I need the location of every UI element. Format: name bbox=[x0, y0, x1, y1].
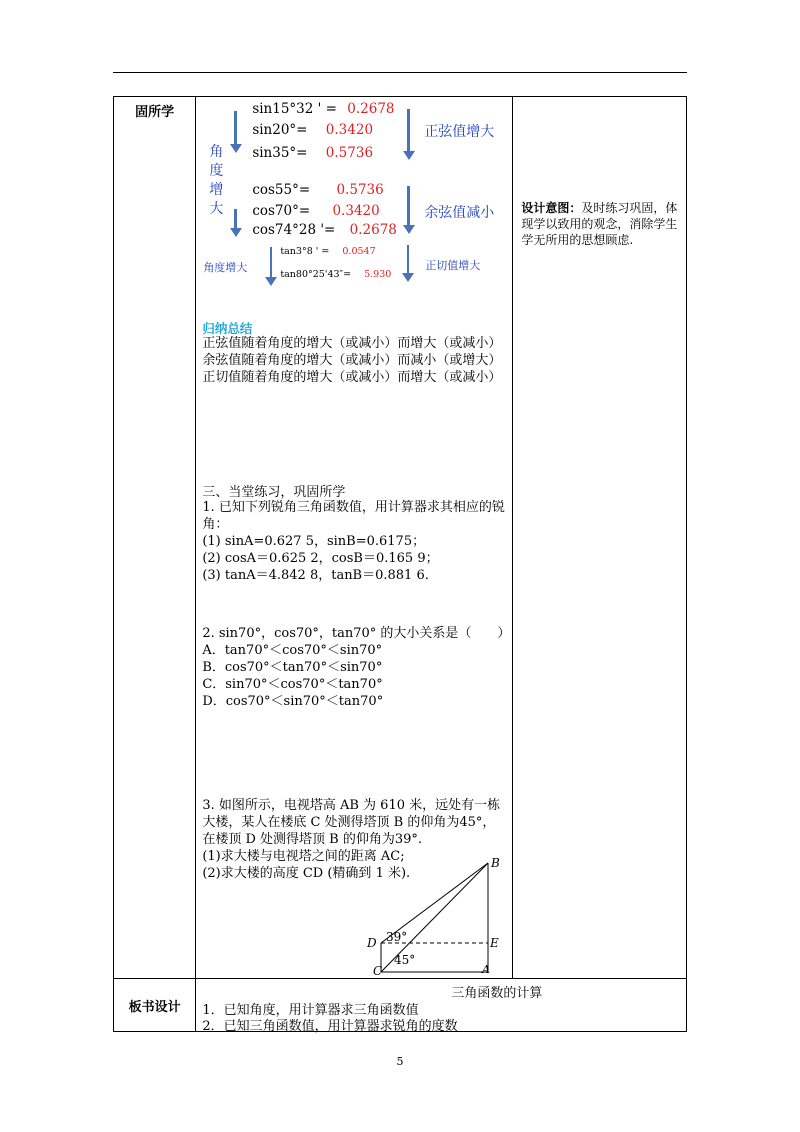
summary-line: 余弦值随着角度的增大（或减小）而减小（或增大） bbox=[202, 353, 502, 368]
design-intent-title: 设计意图： bbox=[521, 201, 582, 215]
summary-line: 正弦值随着角度的增大（或减小）而增大（或减小） bbox=[202, 336, 502, 351]
summary-block bbox=[202, 335, 508, 386]
down-arrow-icon bbox=[265, 277, 277, 286]
arrow-shaft bbox=[234, 111, 237, 145]
design-intent-cell bbox=[513, 97, 687, 979]
tower-figure bbox=[361, 855, 511, 975]
table-row bbox=[114, 97, 687, 979]
board-design-cell bbox=[196, 979, 687, 1032]
design-intent-text: 及时练习巩固，体现学以致用的观念，消除学生学无所用的思想顾虑. bbox=[521, 201, 678, 247]
tan-row: tan3°8 ' = 0.0547 bbox=[280, 246, 376, 257]
angle-label: 39° bbox=[386, 930, 408, 944]
cos-trend-label: 余弦值减小 bbox=[424, 205, 495, 221]
row-label: 板书设计 bbox=[128, 999, 181, 1015]
row-label-cell bbox=[114, 97, 196, 979]
cos-row: cos70°= 0.3420 bbox=[252, 203, 380, 219]
summary-line: 正切值随着角度的增大（或减小）而增大（或减小） bbox=[202, 370, 502, 385]
angle-increase-label: 角度增大 bbox=[203, 261, 248, 274]
header-rule bbox=[113, 72, 687, 73]
summary-title: 归纳总结 bbox=[202, 321, 253, 336]
point-label: D bbox=[367, 936, 377, 950]
cos-row: cos55°= 0.5736 bbox=[252, 182, 384, 198]
board-title: 三角函数的计算 bbox=[451, 986, 543, 1001]
arrow-shaft bbox=[270, 247, 272, 277]
tan-row: tan80°25'43″= 5.930 bbox=[280, 269, 392, 280]
sin-row: sin20°= 0.3420 bbox=[252, 122, 374, 138]
question-3: 3. 如图所示，电视塔高 AB 为 610 米，远处有一栋大楼，某人在楼底 C 处测得塔顶 B 的仰角为45°，在楼顶 D 处测得塔顶 B 的仰角为39°. (1)求大楼与电视塔之间的距离 AC; (2)求大楼的高度 CD (精确到 1 米). bbox=[202, 798, 501, 881]
question-2: 2. sin70°，cos70°，tan70° 的大小关系是（ ） A．tan70°＜cos70°＜sin70° B．cos70°＜tan70°＜sin70° C．sin70°＜cos70°＜tan70° D．cos70°＜sin70°＜tan70° bbox=[202, 626, 511, 709]
arrow-shaft bbox=[407, 245, 409, 273]
angle-label: 45° bbox=[394, 953, 416, 967]
down-arrow-icon bbox=[230, 228, 242, 237]
sin-row: sin35°= 0.5736 bbox=[252, 145, 374, 161]
row-label: 固所学 bbox=[135, 105, 175, 120]
point-label: B bbox=[491, 856, 501, 870]
exercise-title: 三、当堂练习，巩固所学 bbox=[202, 485, 346, 500]
sin-trend-label: 正弦值增大 bbox=[424, 124, 495, 140]
row-label-cell bbox=[114, 979, 196, 1032]
arrow-shaft bbox=[234, 209, 237, 229]
arrow-shaft bbox=[407, 109, 410, 152]
design-intent bbox=[513, 200, 686, 248]
point-label: C bbox=[373, 964, 383, 975]
down-arrow-icon bbox=[403, 151, 415, 160]
page-number: 5 bbox=[396, 1055, 404, 1068]
board-item: 2．已知三角函数值，用计算器求锐角的度数 bbox=[202, 1019, 458, 1034]
down-arrow-icon bbox=[403, 225, 415, 234]
lesson-table bbox=[113, 96, 687, 1032]
content-cell bbox=[196, 97, 513, 979]
point-label: E bbox=[490, 936, 500, 950]
down-arrow-icon bbox=[402, 273, 414, 282]
sin-row: sin15°32 ' = 0.2678 bbox=[252, 101, 395, 117]
table-row bbox=[114, 979, 687, 1032]
tan-trend-label: 正切值增大 bbox=[425, 259, 481, 272]
question-1: 1. 已知下列锐角三角函数值，用计算器求其相应的锐角： (1) sinA=0.627 5，sinB=0.6175； (2) cosA＝0.625 2，cosB＝0.165 9； (3) tanA＝4.842 8，tanB＝0.881 6. bbox=[202, 500, 505, 583]
arrow-shaft bbox=[407, 186, 410, 226]
down-arrow-icon bbox=[230, 144, 242, 153]
angle-increase-vertical-label: 角 度 增 大 bbox=[209, 144, 224, 217]
board-item: 1．已知角度，用计算器求三角函数值 bbox=[202, 1003, 419, 1018]
cos-row: cos74°28 '= 0.2678 bbox=[252, 222, 397, 238]
point-label: A bbox=[482, 963, 491, 975]
